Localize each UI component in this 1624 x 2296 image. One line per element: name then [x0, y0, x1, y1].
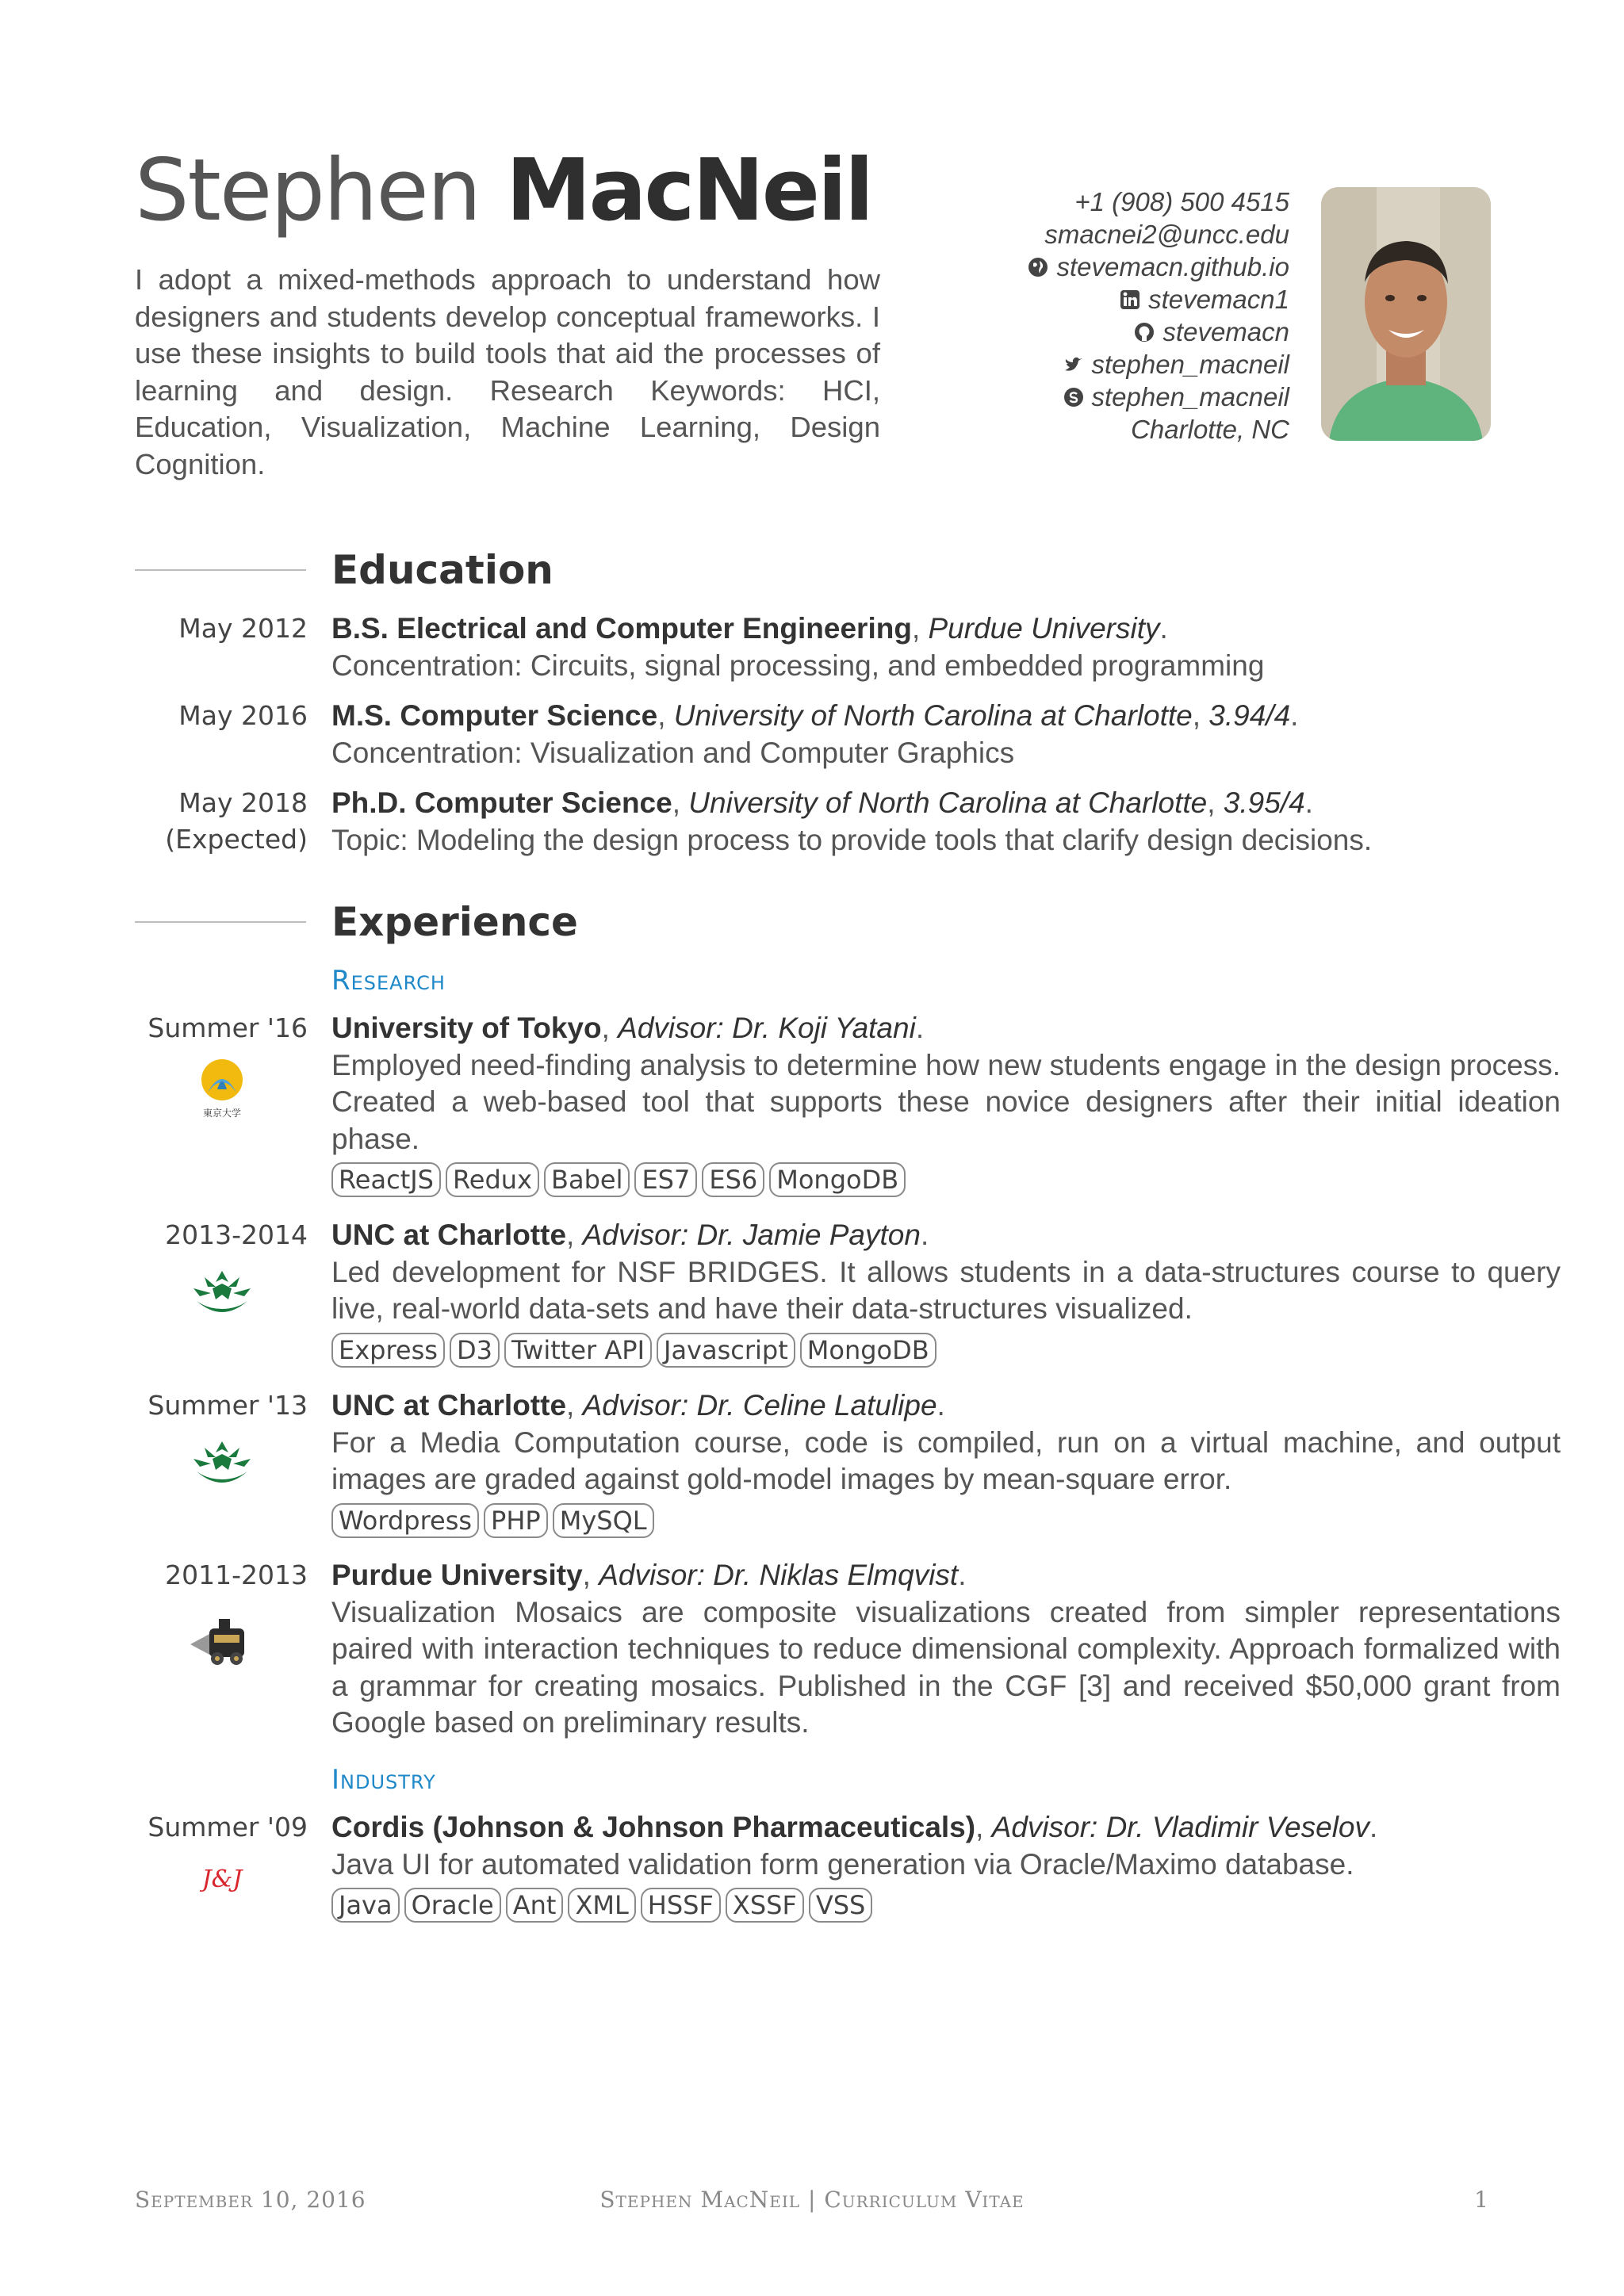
twitter-row[interactable] [1027, 348, 1289, 381]
entry-date: Summer '09 [147, 1812, 308, 1843]
phone: +1 (908) 500 4515 [1074, 187, 1289, 216]
tag: Twitter API [504, 1333, 652, 1368]
gpa: 3.94/4 [1208, 699, 1291, 732]
tag: Ant [506, 1888, 564, 1923]
svg-text:J&J: J&J [201, 1866, 243, 1893]
organization: Cordis (Johnson & Johnson Pharmaceuticals) [331, 1811, 976, 1843]
detail: Concentration: Circuits, signal processing, and embedded programming [331, 649, 1265, 682]
tag: Java [331, 1888, 400, 1923]
last-name: MacNeil [506, 141, 872, 240]
education-heading [135, 547, 553, 593]
linkedin-row[interactable] [1027, 283, 1289, 316]
gpa: 3.95/4 [1223, 786, 1305, 819]
advisor: Advisor: Dr. Niklas Elmqvist [599, 1559, 959, 1591]
experience-heading [135, 899, 578, 945]
entry-body: M.S. Computer Science, University of North Carolina at Charlotte, 3.94/4. Concentration: Visualization and Computer Graphics [331, 698, 1561, 771]
location-row [1027, 413, 1289, 446]
tag: MongoDB [769, 1162, 906, 1197]
svg-text:東京大学: 東京大学 [202, 1108, 242, 1119]
github-icon [1133, 321, 1155, 343]
tag: PHP [484, 1503, 548, 1538]
organization: UNC at Charlotte [331, 1389, 567, 1422]
school: University of North Carolina at Charlotte [688, 786, 1208, 819]
tag: MySQL [553, 1503, 654, 1538]
skype-link[interactable]: stephen_macneil [1091, 382, 1289, 411]
section-title: Experience [331, 899, 578, 945]
page-number: 1 [1474, 2187, 1489, 2213]
footer-title: Stephen MacNeil | Curriculum Vitae [599, 2187, 1025, 2213]
footer-date: September 10, 2016 [135, 2187, 366, 2213]
advisor: Advisor: Dr. Jamie Payton [582, 1219, 921, 1251]
linkedin-link[interactable]: stevemacn1 [1148, 285, 1289, 314]
section-rule [135, 569, 306, 571]
advisor: Advisor: Dr. Vladimir Veselov [991, 1811, 1369, 1843]
contact-block [1027, 186, 1289, 446]
entry-body: B.S. Electrical and Computer Engineering, Purdue University. Concentration: Circuits, signal processing, and embedded programming [331, 610, 1561, 684]
section-title: Education [331, 547, 553, 593]
unc-charlotte-logo [189, 1268, 255, 1318]
degree: Ph.D. Computer Science [331, 786, 672, 819]
tag: Babel [544, 1162, 630, 1197]
entry-body: Ph.D. Computer Science, University of North Carolina at Charlotte, 3.95/4. Topic: Modeling the design process to provide tools that clarify design decisions. [331, 785, 1561, 859]
university-of-tokyo-logo [197, 1058, 247, 1123]
organization: University of Tokyo [331, 1012, 602, 1044]
tag: ES6 [702, 1162, 764, 1197]
twitter-icon [1063, 354, 1085, 376]
tag: Wordpress [331, 1503, 479, 1538]
description: Employed need-finding analysis to determine how new students engage in the design process. Created a web-based tool that supports these novice designers after their initial ideation phase. [331, 1048, 1561, 1155]
twitter-link[interactable]: stephen_macneil [1091, 350, 1289, 379]
entry-date: May 2012 [178, 613, 308, 644]
first-name: Stephen [135, 141, 481, 240]
description: Java UI for automated validation form generation via Oracle/Maximo database. [331, 1847, 1354, 1881]
summary-text: I adopt a mixed-methods approach to understand how designers and students develop conceptual frameworks. I use these insights to build tools that aid the processes of learning and design. Research Keywords: HCI, Education, Visualization, Machine Learning, Design Cognition. [135, 263, 880, 480]
entry-body: University of Tokyo, Advisor: Dr. Koji Yatani. Employed need-finding analysis to determine how new students engage in the design process. Created a web-based tool that supports these novice designers after their initial ideation phase. ReactJS Redux Babel ES7 ES6 MongoDB [331, 1010, 1561, 1197]
detail: Topic: Modeling the design process to provide tools that clarify design decisions. [331, 823, 1373, 856]
description: Visualization Mosaics are composite visualizations created from simpler representations paired with interaction techniques to reduce dimensional complexity. Approach formalized with a grammar for creating mosaics. Published in the CGF [3] and received $50,000 grant from Google based on preliminary results. [331, 1595, 1561, 1739]
skype-row[interactable] [1027, 381, 1289, 413]
entry-body: Purdue University, Advisor: Dr. Niklas Elmqvist. Visualization Mosaics are composite visualizations created from simpler representations paired with interaction techniques to reduce dimensional complexity. Approach formalized with a grammar for creating mosaics. Published in the CGF [3] and received $50,000 grant from Google based on preliminary results. [331, 1557, 1561, 1742]
tag: D3 [450, 1333, 500, 1368]
advisor: Advisor: Dr. Koji Yatani [618, 1012, 916, 1044]
tag: Oracle [404, 1888, 501, 1923]
tag: ReactJS [331, 1162, 441, 1197]
entry-date: May 2016 [178, 700, 308, 731]
entry-date: May 2018 (Expected) [165, 787, 308, 855]
description: Led development for NSF BRIDGES. It allows students in a data-structures course to query live, real-world data-sets and have their data-structures visualized. [331, 1255, 1561, 1325]
entry-date: 2011-2013 [165, 1559, 308, 1590]
industry-subheading: Industry [331, 1764, 436, 1796]
entry-date: Summer '13 [147, 1390, 308, 1421]
tag-list [331, 1162, 1561, 1197]
unc-charlotte-logo [189, 1438, 255, 1489]
description: For a Media Computation course, code is compiled, run on a virtual machine, and output images are graded against gold-model images by mean-square error. [331, 1425, 1561, 1495]
phone-row [1027, 186, 1289, 218]
profile-photo [1321, 187, 1491, 441]
entry-date: Summer '16 [147, 1012, 308, 1043]
degree: B.S. Electrical and Computer Engineering [331, 612, 912, 645]
tag: MongoDB [800, 1333, 936, 1368]
entry-date: 2013-2014 [165, 1219, 308, 1250]
linkedin-icon [1119, 289, 1141, 311]
research-subheading: Research [331, 965, 446, 997]
tag-list [331, 1503, 1561, 1538]
tag-list [331, 1888, 1561, 1923]
tag: ES7 [634, 1162, 697, 1197]
tag-list [331, 1333, 1561, 1368]
school: University of North Carolina at Charlotte [673, 699, 1193, 732]
section-rule [135, 921, 306, 923]
github-row[interactable] [1027, 316, 1289, 348]
school: Purdue University [928, 612, 1160, 645]
tag: VSS [809, 1888, 873, 1923]
github-link[interactable]: stevemacn [1162, 317, 1289, 346]
tag: Express [331, 1333, 445, 1368]
tag: Javascript [657, 1333, 795, 1368]
name-heading [135, 141, 872, 240]
organization: Purdue University [331, 1559, 583, 1591]
website-link[interactable]: stevemacn.github.io [1056, 252, 1289, 281]
degree: M.S. Computer Science [331, 699, 658, 732]
email-row[interactable] [1027, 218, 1289, 251]
website-row[interactable] [1027, 251, 1289, 283]
tag: XSSF [726, 1888, 804, 1923]
globe-icon [1027, 256, 1049, 278]
email-link[interactable]: smacnei2@uncc.edu [1044, 220, 1289, 249]
tag: HSSF [641, 1888, 721, 1923]
detail: Concentration: Visualization and Computer Graphics [331, 736, 1015, 769]
tag: Redux [446, 1162, 539, 1197]
skype-icon [1063, 386, 1085, 408]
location: Charlotte, NC [1131, 415, 1289, 444]
tag: XML [568, 1888, 635, 1923]
purdue-train-logo [187, 1613, 257, 1668]
entry-body: Cordis (Johnson & Johnson Pharmaceuticals), Advisor: Dr. Vladimir Veselov. Java UI for automated validation form generation via Oracle/Maximo database. Java Oracle Ant XML HSSF XSSF VSS [331, 1809, 1561, 1923]
advisor: Advisor: Dr. Celine Latulipe [582, 1389, 937, 1422]
entry-body: UNC at Charlotte, Advisor: Dr. Celine Latulipe. For a Media Computation course, code is compiled, run on a virtual machine, and output images are graded against gold-model images by mean-square error. Wordpress PHP MySQL [331, 1387, 1561, 1538]
organization: UNC at Charlotte [331, 1219, 567, 1251]
johnson-and-johnson-logo [200, 1858, 244, 1900]
entry-body: UNC at Charlotte, Advisor: Dr. Jamie Payton. Led development for NSF BRIDGES. It allows students in a data-structures course to query live, real-world data-sets and have their data-structures visualized. Express D3 Twitter API Javascript MongoDB [331, 1217, 1561, 1368]
